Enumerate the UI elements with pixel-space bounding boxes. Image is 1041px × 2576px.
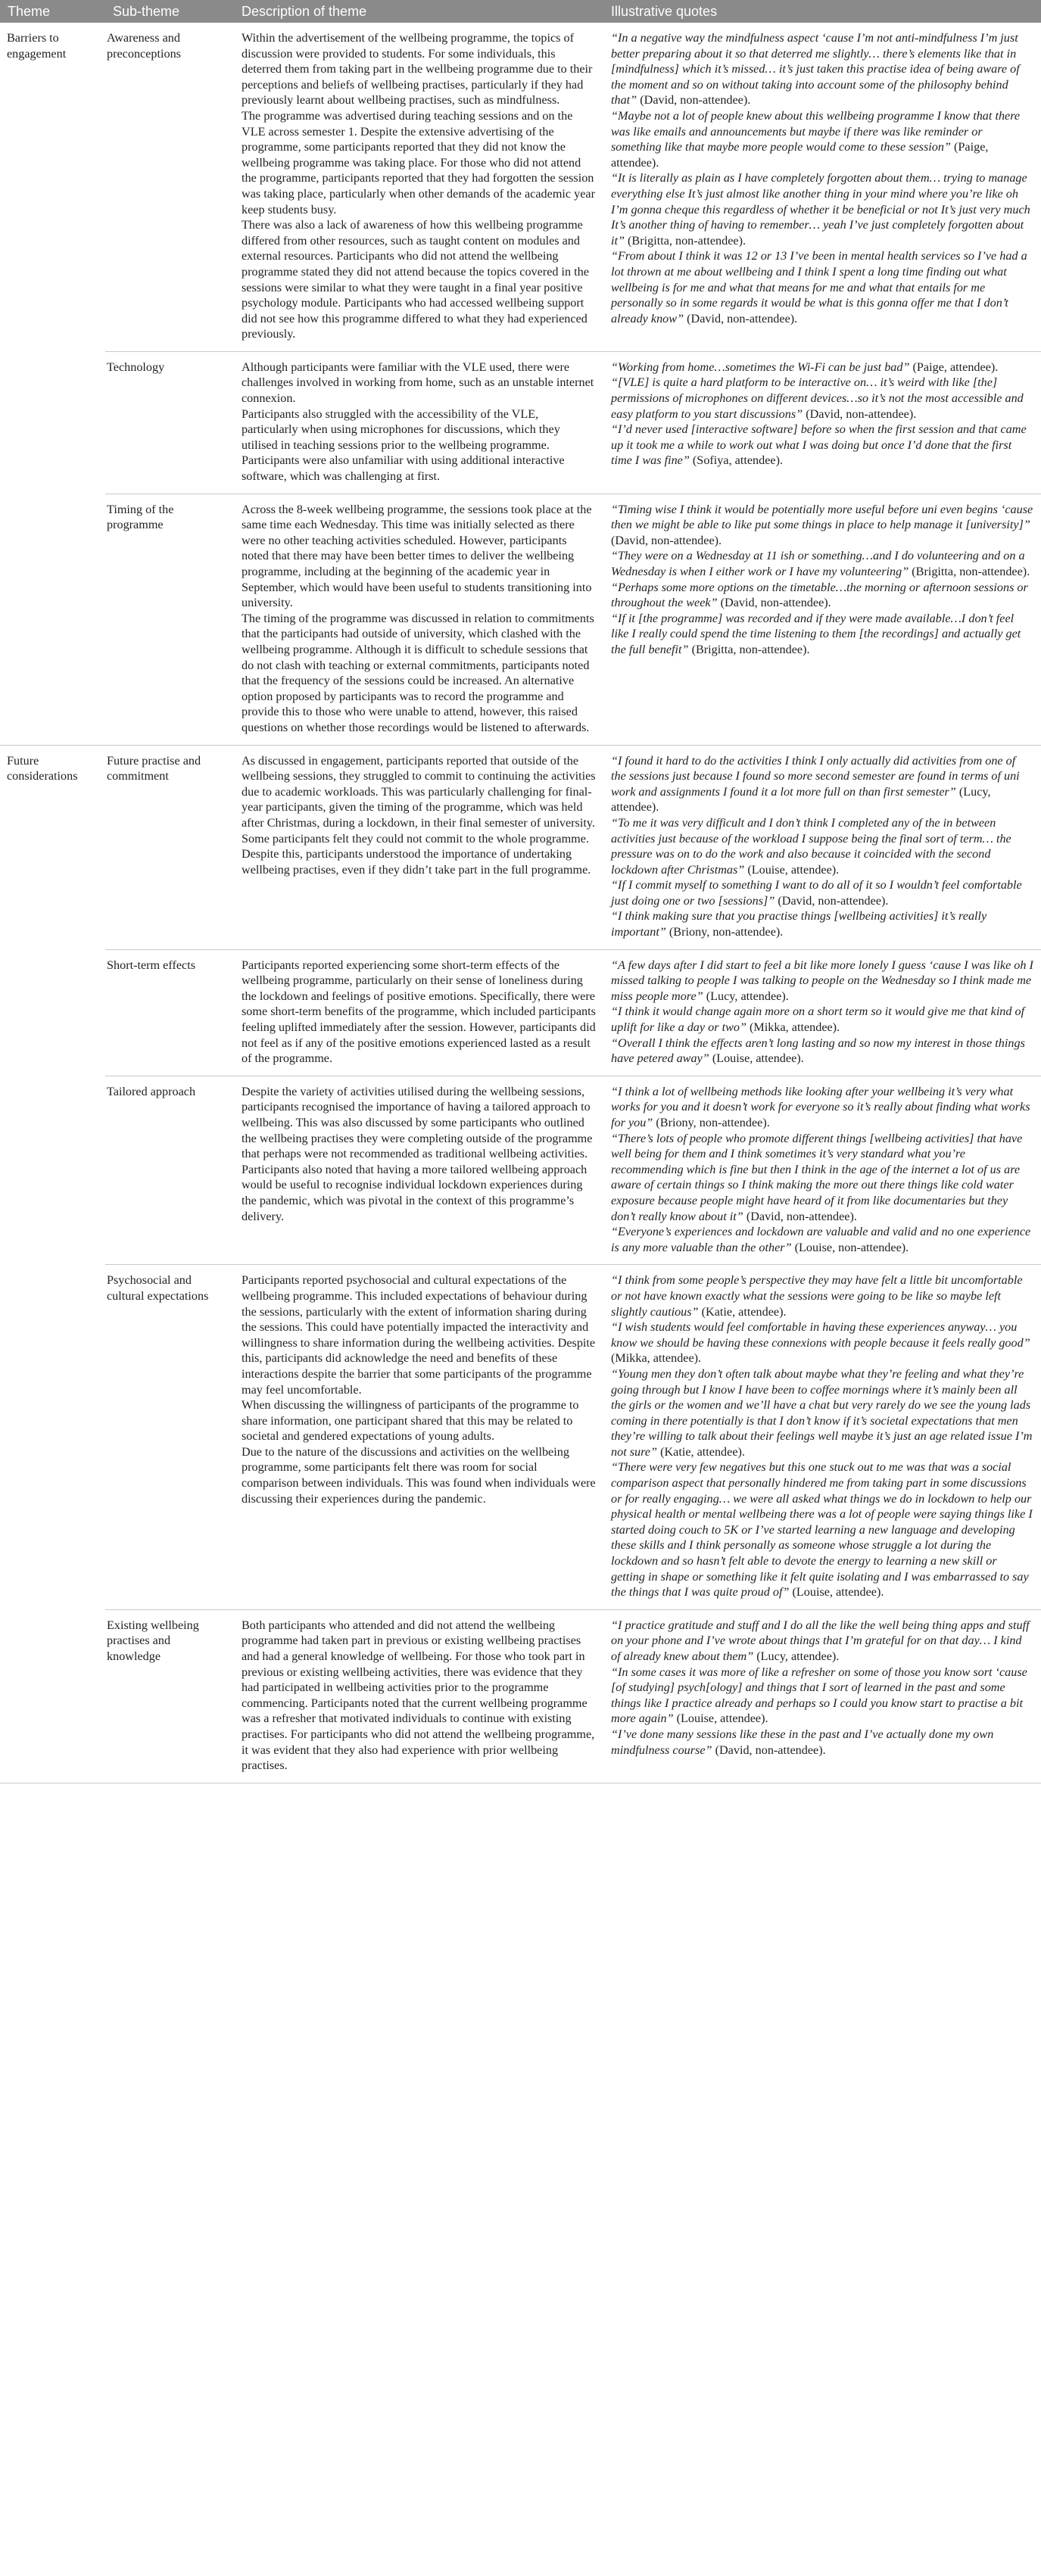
quote-attribution: (Louise, attendee).	[673, 1712, 768, 1726]
quote	[611, 548, 1033, 579]
quote-text: “It is literally as plain as I have completely forgotten about them… trying to manage everything else It’s just almost like another thing in your mind where you’re like oh I’m gonna cheque this regardless of whether it be beneficial or not It’s just very much It’s another thing of having to remember… yeah I’ve just completely forgotten about it”	[611, 171, 1030, 248]
quote-text: “I think it would change again more on a short term so it would give me that kind of uplift for like a day or two”	[611, 1005, 1025, 1035]
illustrative-quotes	[603, 23, 1041, 351]
quote-text: “Everyone’s experiences and lockdown are valuable and valid and no one experience is any more valuable than the other”	[611, 1225, 1031, 1254]
table-row	[105, 1264, 1041, 1609]
quote-text: “From about I think it was 12 or 13 I’ve been in mental health services so I’ve had a lot thrown at me about wellbeing and I think I spent a long time finding out what wellbeing is for me and what that means for me and what that entails for me personally so in some regards it would be what is this gonna offer me that I don’t already know”	[611, 249, 1027, 326]
subtheme-name: Future practise and commitment	[107, 753, 201, 783]
illustrative-quotes	[603, 1076, 1041, 1265]
header-theme: Theme	[8, 3, 51, 19]
quote-attribution: (Mikka, attendee).	[746, 1020, 840, 1035]
quote	[611, 1224, 1033, 1255]
illustrative-quotes	[603, 1265, 1041, 1609]
header-quotes: Illustrative quotes	[611, 3, 718, 19]
quote-attribution: (Briony, non-attendee).	[653, 1116, 770, 1129]
quote	[611, 30, 1033, 108]
quote-attribution: (Louise, non-attendee).	[791, 1240, 909, 1254]
theme-description	[234, 352, 603, 494]
illustrative-quotes	[603, 746, 1041, 949]
header-description: Description of theme	[242, 3, 367, 19]
quote	[611, 1618, 1033, 1665]
theme-description	[234, 746, 603, 949]
subtheme-list	[105, 23, 1041, 745]
description-paragraph: Despite the variety of activities utilised during the wellbeing sessions, participants recognised the importance of having a tailored approach to wellbeing. This was also discussed by some participants who outlined the wellbeing practises they were completing outside of the programme that perhaps were not recommended as traditional wellbeing activities. Participants also noted that having a more tailored wellbeing approach would be useful to recognise individual lockdown experiences during the pandemic, which was pivotal in the context of this programme’s delivery.	[242, 1084, 593, 1223]
quote	[611, 170, 1033, 248]
quote-attribution: (David, non-attendee).	[717, 596, 831, 610]
quote-attribution: (Paige, attendee).	[909, 360, 999, 374]
quote	[611, 360, 1033, 375]
quote	[611, 1319, 1033, 1366]
theme-description	[234, 494, 603, 745]
quote	[611, 580, 1033, 611]
quote-text: “Timing wise I think it would be potentially more useful before uni even begins ‘cause then we might be able to like put some things in place to help manage it [university]”	[611, 502, 1033, 532]
quote	[611, 611, 1033, 658]
illustrative-quotes	[603, 1610, 1041, 1783]
description-paragraph: As discussed in engagement, participants reported that outside of the wellbeing sessions, they struggled to commit to continuing the activities due to academic workloads. This was particularly challenging for final-year participants, given the timing of the programme, which was held after Christmas, during a lockdown, in their final semester of university. Some participants felt they could not commit to the whole programme. Despite this, participants understood the importance of undertaking wellbeing practises, even if they didn’t take part in the full programme.	[242, 753, 596, 877]
subtheme-name: Short-term effects	[107, 958, 196, 972]
quote-attribution: (David, non-attendee).	[712, 1743, 826, 1757]
quote-attribution: (Louise, attendee).	[789, 1585, 884, 1599]
quote-text: “Maybe not a lot of people knew about this wellbeing programme I know that there was like emails and announcements but maybe if there was like reminder or something like that maybe more people would come to these session”	[611, 108, 1021, 154]
quote-text: “In a negative way the mindfulness aspect ‘cause I’m not anti-mindfulness I’m just better preparing about it so that deterred me slightly… there’s elements like that in [mindfulness] which it’s missed… it’s just taken this practise idea of being aware of the moment and so on without taking into account some of the philosophy behind that”	[611, 31, 1020, 107]
quote-text: “I found it hard to do the activities I think I only actually did activities from one of the sessions just because I found so more second semester are found in terms of uni work and assignments I found it a lot more full on than first semester”	[611, 753, 1020, 799]
subtheme-name: Awareness and preconceptions	[107, 31, 181, 61]
table-header-row	[0, 0, 1041, 23]
quote-attribution: (Brigitta, non-attendee).	[909, 565, 1030, 578]
quote-attribution: (Lucy, attendee).	[703, 989, 789, 1003]
quote	[611, 877, 1033, 908]
theme-description	[234, 1076, 603, 1265]
subtheme-name: Technology	[107, 360, 165, 374]
quote-text: “[VLE] is quite a hard platform to be interactive on… it’s weird with like [the] permissions of microphones on different devices…so it’s not the most accessible and easy platform to you start discussions”	[611, 375, 1024, 421]
quote-text: “Working from home…sometimes the Wi-Fi can be just bad”	[611, 360, 910, 374]
description-paragraph: Although participants were familiar with the VLE used, there were challenges involved in working from home, such as an unstable internet connexion.	[242, 360, 594, 406]
header-sub-theme: Sub-theme	[113, 3, 180, 19]
illustrative-quotes	[603, 950, 1041, 1076]
theme-group	[0, 746, 1041, 1783]
theme-name: Barriers to engagement	[7, 31, 67, 61]
quote-text: “If I commit myself to something I want to do all of it so I wouldn’t feel comfortable just doing one or two [sessions]”	[611, 878, 1022, 908]
theme-description	[234, 1610, 603, 1783]
theme-description	[234, 950, 603, 1076]
quote-text: “Overall I think the effects aren’t long lasting and so now my interest in those things have petered away”	[611, 1036, 1025, 1066]
quote-text: “There’s lots of people who promote different things [wellbeing activities] that have well being for them and I think sometimes it’s very standard what you’re recommending which is fine but then I think in the age of the internet a lot of us are aware of certain things so I think making the more out there things like cold water exposure because people might have heard of it from like documentaries but they don’t really know about it”	[611, 1131, 1023, 1223]
quote-text: “I think from some people’s perspective they may have felt a little bit uncomfortable or not have known exactly what the sessions were going to be like so maybe left slightly cautious”	[611, 1273, 1023, 1319]
quote-text: “If it [the programme] was recorded and if they were made available…I don’t feel like I really could spend the time listening to them [the recordings] and actually get the full benefit”	[611, 611, 1021, 656]
quote-attribution: (Paige, attendee).	[611, 140, 989, 170]
subtheme-name: Timing of the programme	[107, 502, 174, 532]
quote	[611, 248, 1033, 326]
quote-text: “A few days after I did start to feel a bit like more lonely I guess ‘cause I was like oh I missed talking to people I was talking to people on the Wednesday so I think made me miss people more”	[611, 958, 1033, 1003]
quote-attribution: (Lucy, attendee).	[753, 1649, 840, 1663]
quote-attribution: (Katie, attendee).	[657, 1444, 745, 1459]
subtheme-name: Existing wellbeing practises and knowledge	[107, 1618, 199, 1663]
table-row	[105, 746, 1041, 949]
quote	[611, 1131, 1033, 1225]
quote	[611, 1272, 1033, 1319]
quote-text: “Perhaps some more options on the timetable…the morning or afternoon sessions or throughout the week”	[611, 580, 1028, 610]
quote-text: “I practice gratitude and stuff and I do all the like the well being thing apps and stuff on your phone and I’ve wrote about things that I’m grateful for on that day… I kind of already knew about them”	[611, 1618, 1030, 1663]
quote-attribution: (Brigitta, non-attendee).	[625, 233, 746, 248]
quote	[611, 1727, 1033, 1758]
table-row	[105, 23, 1041, 351]
theme-description	[234, 23, 603, 351]
quote	[611, 375, 1033, 422]
quote	[611, 958, 1033, 1005]
illustrative-quotes	[603, 494, 1041, 745]
quote-attribution: (David, non-attendee).	[611, 533, 722, 547]
description-paragraph: Both participants who attended and did not attend the wellbeing programme had taken part in previous or existing wellbeing practises and had a general knowledge of wellbeing. For those who took part in previous or existing wellbeing activities, there was evidence that they had participated in wellbeing activities prior to the programme commencing. Participants noted that the current wellbeing programme was a refresher that motivated individuals to continue with existing practises. For participants who did not attend the wellbeing programme, it was evident that they also had experience with prior wellbeing practises.	[242, 1618, 595, 1773]
description-paragraph: The programme was advertised during teaching sessions and on the VLE across semester 1. Despite the extensive advertising of the programme, some participants reported that they did not know the wellbeing programme was taking place. For those who did not attend the programme, participants reported that they had forgotten the session was taking place, particularly when other demands of the academic year keep students busy.	[242, 108, 595, 216]
subtheme-name: Tailored approach	[107, 1084, 196, 1098]
quote	[611, 1036, 1033, 1067]
quote-attribution: (David, non-attendee).	[684, 311, 798, 326]
quote-attribution: (David, non-attendee).	[803, 406, 917, 421]
table-row	[105, 1076, 1041, 1265]
quote-text: “There were very few negatives but this one stuck out to me was that was a social comparison aspect that personally hindered me from taking part in some discussions or for really engaging… we were all asked what things we do in lockdown to help our physical health or mental wellbeing there was a lot of people were saying things like I started doing couch to 5K or I’ve started learning a new language and developing these skills and I think personally as someone whose struggle a lot during the lockdown and so hasn’t felt able to devote the energy to learning a new skill or getting in shape or something like it felt quite isolating and I was embarrassed to say the things that I was quite proud of”	[611, 1460, 1033, 1599]
quote-attribution: (Katie, attendee).	[698, 1304, 787, 1319]
description-paragraph: Across the 8-week wellbeing programme, the sessions took place at the same time each Wednesday. This time was initially selected as there were no other teaching activities scheduled. However, participants noted that there may have been better times to deliver the wellbeing programme, including at the beginning of the academic year in September, which would have been useful to students transitioning into university.	[242, 502, 592, 610]
description-paragraph: Participants reported experiencing some short-term effects of the wellbeing programme, particularly on their sense of loneliness during the lockdown and feelings of positive emotions. Specifically, there were some short-term benefits of the programme, which included participants feeling uplifted immediately after the session. However, participants did not feel as if any of the positive emotions experienced lasted as a result of the programme.	[242, 958, 596, 1066]
quote	[611, 1665, 1033, 1727]
illustrative-quotes	[603, 352, 1041, 494]
quote-attribution: (David, non-attendee).	[775, 893, 889, 908]
table-row	[105, 494, 1041, 745]
quote	[611, 1084, 1033, 1131]
table-row	[105, 351, 1041, 494]
description-paragraph: Participants reported psychosocial and cultural expectations of the wellbeing programme. This included expectations of behaviour during the sessions, particularly with the extent of information sharing during the sessions. This could have potentially impacted the interactivity and willingness to share information during the wellbeing activities. Despite this, participants did acknowledge the need and benefits of these interactions despite the barrier that some participants of the programme may feel uncomfortable.	[242, 1273, 596, 1397]
quote-text: “They were on a Wednesday at 11 ish or something…and I do volunteering and on a Wednesday is when I either work or I have my volunteering”	[611, 549, 1025, 578]
quote-text: “I wish students would feel comfortable in having these experiences anyway… you know we should be having these connexions with people because it feels really good”	[611, 1320, 1030, 1350]
quote-attribution: (Briony, non-attendee).	[665, 925, 784, 939]
quote	[611, 502, 1033, 549]
quote	[611, 422, 1033, 469]
quote-attribution: (David, non-attendee).	[637, 93, 751, 107]
quote	[611, 1459, 1033, 1599]
quote-text: “Young men they don’t often talk about maybe what they’re feeling and what they’re going through but I know I have been to coffee mornings where it’s mainly been all the girls or the women and we’ll have a chat but very rarely do we see the young lads coming in there potentially is that I don’t know if it’s societal expectations that men they’re willing to talk about their feelings well maybe it’s just an age related issue I’m not sure”	[611, 1366, 1033, 1459]
quote	[611, 1366, 1033, 1460]
description-paragraph: Participants also struggled with the accessibility of the VLE, particularly when using microphones for discussions, which they utilised in teaching sessions prior to the wellbeing programme. Participants were also unfamiliar with using additional interactive software, which was challenging at first.	[242, 406, 565, 484]
quote-attribution: (Mikka, attendee).	[611, 1351, 702, 1366]
quote-text: “I’d never used [interactive software] before so when the first session and that came up it took me a while to work out what I was doing but once I’d done that the first time I was fine”	[611, 422, 1027, 468]
table-row	[105, 1609, 1041, 1783]
description-paragraph: The timing of the programme was discussed in relation to commitments that the participants had outside of university, which clashed with the wellbeing programme. Although it is difficult to schedule sessions that do not clash with teaching or external commitments, participants noted that the frequency of the sessions could be increased. An alternative option proposed by participants was to record the programme and provide this to those who were unable to attend, however, this raised questions on whether those recordings would be listened to afterwards.	[242, 611, 594, 734]
quote	[611, 108, 1033, 170]
quote	[611, 815, 1033, 877]
quote-text: “To me it was very difficult and I don’t think I completed any of the in between activities just because of the workload I suppose being the final sort of term… the pressure was on to do the work and also because it coincided with the second lockdown after Christmas”	[611, 815, 1011, 877]
subtheme-name: Psychosocial and cultural expectations	[107, 1273, 209, 1303]
quote-attribution: (Sofiya, attendee).	[689, 453, 784, 468]
quote	[611, 908, 1033, 939]
quote	[611, 1004, 1033, 1035]
theme-group	[0, 23, 1041, 746]
description-paragraph: There was also a lack of awareness of how this wellbeing programme differed from other resources, such as taught content on modules and external resources. Participants who did not attend the wellbeing programme stated they did not attend because the topics covered in the sessions were similar to what they were taught in a final year positive psychology module. Participants who had accessed wellbeing support did not see how this programme differed to what they had experienced previously.	[242, 218, 589, 341]
description-paragraph: When discussing the willingness of participants of the programme to share information, one participant shared that this may be related to societal and gendered expectations of young adults.	[242, 1398, 579, 1444]
description-paragraph: Due to the nature of the discussions and activities on the wellbeing programme, some participants felt there was room for social comparison between individuals. This was found when individuals were discussing their experiences during the pandemic.	[242, 1444, 596, 1506]
theme-description	[234, 1265, 603, 1609]
quote-text: “I think a lot of wellbeing methods like looking after your wellbeing it’s very what works for you and it doesn’t work for everyone so it’s really about finding what works for you”	[611, 1084, 1030, 1129]
quote-attribution: (Brigitta, non-attendee).	[688, 642, 810, 656]
description-paragraph: Within the advertisement of the wellbeing programme, the topics of discussion were provided to students. For some individuals, this deterred them from taking part in the wellbeing programme due to their perceptions and beliefs of wellbeing practises, particularly if they had previously learnt about wellbeing practises, such as mindfulness.	[242, 31, 593, 107]
quote-attribution: (Lucy, attendee).	[611, 784, 991, 815]
table-row	[105, 949, 1041, 1076]
subtheme-list	[105, 746, 1041, 1783]
quote-text: “In some cases it was more of like a refresher on some of those you know sort ‘cause [of studying] psych[ology] and things that I sort of learned in the past and some things like I practice already and perhaps so I could you know start to practise a bit more again”	[611, 1665, 1027, 1726]
quote-text: “I think making sure that you practise things [wellbeing activities] it’s really important”	[611, 909, 987, 939]
table-body	[0, 23, 1041, 1783]
quote-attribution: (Louise, attendee).	[744, 862, 840, 877]
theme-name: Future considerations	[7, 753, 78, 783]
quote	[611, 753, 1033, 815]
quote-text: “I’ve done many sessions like these in the past and I’ve actually done my own mindfulness course”	[611, 1727, 994, 1757]
quote-attribution: (Louise, attendee).	[709, 1051, 804, 1066]
quote-attribution: (David, non-attendee).	[743, 1209, 857, 1223]
